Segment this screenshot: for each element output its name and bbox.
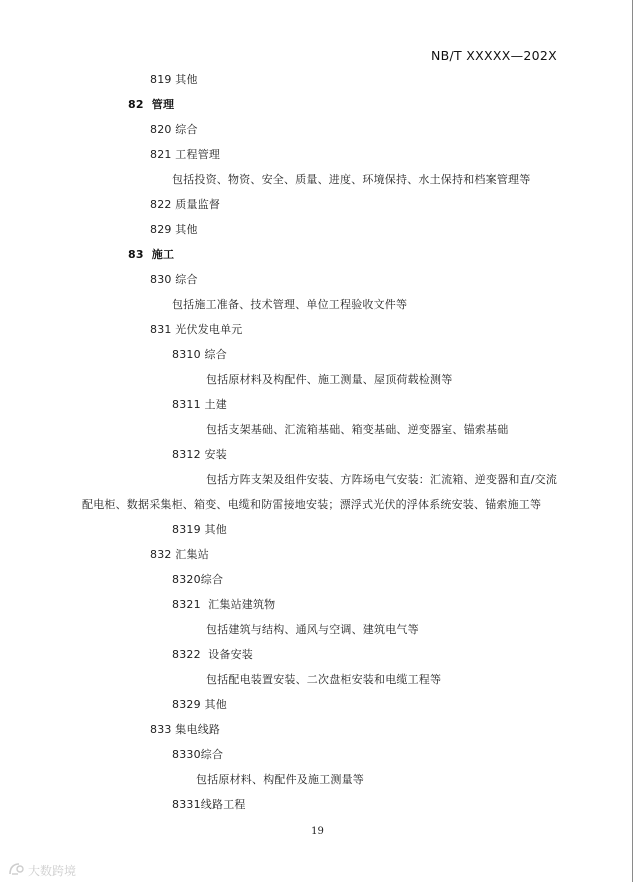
- entry-8312-description: 包括方阵支架及组件安装、方阵场电气安装：汇流箱、逆变器和直/交流: [206, 473, 558, 486]
- entry-820: 820 综合: [150, 123, 198, 136]
- entry-8312: 8312 安装: [172, 448, 227, 461]
- watermark-logo-icon: [8, 861, 24, 880]
- entry-8322: 8322 设备安装: [172, 648, 253, 661]
- entry-8319: 8319 其他: [172, 523, 227, 536]
- entry-8330-description: 包括原材料、构配件及施工测量等: [196, 773, 364, 786]
- section-heading-83: 83 施工: [128, 248, 175, 261]
- entry-8311-description: 包括支架基础、汇流箱基础、箱变基础、逆变器室、锚索基础: [206, 423, 509, 436]
- watermark-text: 大数跨境: [28, 863, 77, 878]
- entry-8312-description-continued: 配电柜、数据采集柜、箱变、电缆和防雷接地安装；漂浮式光伏的浮体系统安装、锚索施工等: [82, 498, 542, 511]
- section-heading-82: 82 管理: [128, 98, 175, 111]
- entry-8320: 8320综合: [172, 573, 224, 586]
- entry-832: 832 汇集站: [150, 548, 209, 561]
- entry-8321: 8321 汇集站建筑物: [172, 598, 276, 611]
- entry-8329: 8329 其他: [172, 698, 227, 711]
- entry-831: 831 光伏发电单元: [150, 323, 243, 336]
- entry-819: 819 其他: [150, 73, 198, 86]
- entry-8310: 8310 综合: [172, 348, 227, 361]
- entry-8330: 8330综合: [172, 748, 224, 761]
- watermark: [8, 861, 76, 879]
- document-body: [0, 67, 632, 817]
- entry-821: 821 工程管理: [150, 148, 221, 161]
- entry-830-description: 包括施工准备、技术管理、单位工程验收文件等: [172, 298, 408, 311]
- entry-8322-description: 包括配电装置安装、二次盘柜安装和电缆工程等: [206, 673, 442, 686]
- entry-822: 822 质量监督: [150, 198, 221, 211]
- entry-821-description: 包括投资、物资、安全、质量、进度、环境保持、水土保持和档案管理等: [172, 173, 531, 186]
- entry-833: 833 集电线路: [150, 723, 221, 736]
- standard-code-header: NB/T XXXXX—202X: [431, 48, 557, 63]
- entry-830: 830 综合: [150, 273, 198, 286]
- entry-8310-description: 包括原材料及构配件、施工测量、屋顶荷载检测等: [206, 373, 453, 386]
- page-number: 19: [311, 826, 324, 837]
- entry-8321-description: 包括建筑与结构、通风与空调、建筑电气等: [206, 623, 419, 636]
- entry-829: 829 其他: [150, 223, 198, 236]
- entry-8311: 8311 土建: [172, 398, 227, 411]
- entry-8331: 8331线路工程: [172, 798, 246, 811]
